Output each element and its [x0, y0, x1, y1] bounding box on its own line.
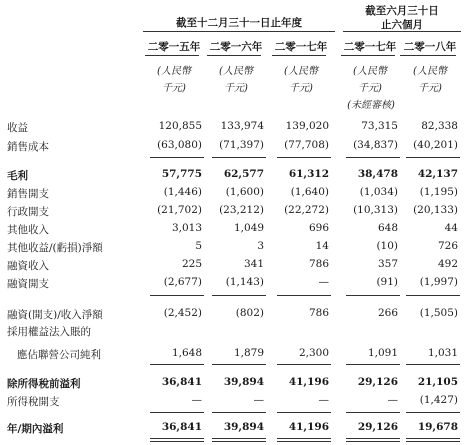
row-value: (10,313): [353, 204, 398, 216]
row-value: —: [318, 276, 329, 288]
row-value: 39,894: [223, 421, 264, 433]
unit-label-currency: (人民幣: [353, 66, 387, 77]
unit-label-currency: (人民幣: [219, 66, 253, 77]
year-header-rule: [272, 55, 326, 56]
row-value: 1,091: [367, 347, 398, 359]
row-value: 36,841: [161, 376, 202, 388]
row-value: —: [253, 394, 264, 406]
year-header-rule: [341, 55, 395, 56]
group-header-annual: 截至十二月三十一日止年度: [176, 17, 302, 29]
row-label: 融資開支: [7, 278, 49, 290]
year-header: 二零一八年: [403, 41, 457, 53]
row-label: 融資收入: [7, 260, 49, 272]
total-rule: [212, 364, 266, 365]
total-rule: [346, 364, 400, 365]
row-value: 225: [181, 258, 202, 270]
unit-label-currency: (人民幣: [284, 66, 318, 77]
row-value: 5: [195, 240, 202, 252]
row-value: (1,997): [419, 276, 458, 288]
row-value: 42,137: [417, 168, 458, 180]
total-rule: [150, 438, 204, 439]
row-value: 726: [437, 240, 458, 252]
row-value: (2,677): [163, 276, 202, 288]
row-value: (40,201): [413, 139, 458, 151]
row-value: (21,702): [157, 204, 202, 216]
row-value: 62,577: [223, 168, 264, 180]
total-rule: [406, 441, 460, 442]
row-value: 1,031: [427, 347, 458, 359]
unit-label-thousands: 千元): [289, 83, 313, 94]
total-rule: [277, 441, 331, 442]
row-label: 應佔聯營公司純利: [17, 349, 101, 361]
row-value: (1,640): [290, 186, 329, 198]
total-rule: [212, 295, 266, 296]
row-value: (22,272): [284, 204, 329, 216]
year-header: 二零一七年: [274, 41, 328, 53]
unit-label-currency: (人民幣: [413, 66, 447, 77]
row-value: 696: [308, 222, 329, 234]
total-rule: [406, 295, 460, 296]
row-value: (77,708): [284, 139, 329, 151]
row-value: —: [387, 394, 398, 406]
row-value: —: [191, 394, 202, 406]
row-value: 3: [257, 240, 264, 252]
unit-label-currency: (人民幣: [157, 66, 191, 77]
row-value: 1,879: [233, 347, 264, 359]
total-rule: [277, 364, 331, 365]
row-value: —: [318, 394, 329, 406]
row-value: 1,049: [233, 222, 264, 234]
row-value: 57,775: [161, 168, 202, 180]
group-header-interim-rule: [343, 31, 461, 32]
row-value: 2,300: [298, 347, 329, 359]
row-value: (91): [376, 276, 398, 288]
year-header: 二零一五年: [147, 41, 201, 53]
unit-label-thousands: 千元): [162, 83, 186, 94]
unit-label-thousands: 千元): [418, 83, 442, 94]
row-value: 341: [243, 258, 264, 270]
row-value: 44: [444, 222, 458, 234]
row-label: 融資(開支)/收入淨額: [7, 309, 103, 321]
row-value: 120,855: [158, 120, 202, 132]
row-label: 採用權益法入賬的: [7, 326, 91, 338]
row-value: (20,133): [413, 204, 458, 216]
row-value: (1,600): [225, 186, 264, 198]
row-value: 38,478: [357, 168, 398, 180]
row-value: (1,446): [163, 186, 202, 198]
total-rule: [150, 441, 204, 442]
row-value: (23,212): [219, 204, 264, 216]
total-rule: [406, 364, 460, 365]
row-value: 133,974: [220, 120, 264, 132]
total-rule: [212, 438, 266, 439]
row-value: 41,196: [288, 421, 329, 433]
row-value: 19,678: [417, 421, 458, 433]
row-value: 786: [308, 258, 329, 270]
row-value: (1,505): [419, 307, 458, 319]
row-label: 銷售開支: [7, 188, 49, 200]
row-value: 21,105: [417, 376, 458, 388]
group-header-annual-rule: [143, 31, 335, 32]
total-rule: [150, 412, 204, 413]
year-header: 二零一六年: [209, 41, 263, 53]
row-value: 41,196: [288, 376, 329, 388]
total-rule: [346, 157, 400, 158]
unaudited-note: (未經審核): [347, 100, 395, 111]
row-value: 73,315: [361, 120, 398, 132]
total-rule: [277, 157, 331, 158]
row-value: (34,837): [353, 139, 398, 151]
row-value: 82,338: [421, 120, 458, 132]
row-value: 786: [308, 307, 329, 319]
unit-label-thousands: 千元): [358, 83, 382, 94]
row-value: (2,452): [163, 307, 202, 319]
total-rule: [406, 157, 460, 158]
row-value: (71,397): [219, 139, 264, 151]
unit-label-thousands: 千元): [224, 83, 248, 94]
total-rule: [150, 364, 204, 365]
row-value: 29,126: [357, 421, 398, 433]
row-label: 其他收益/(虧損)淨額: [7, 242, 103, 254]
total-rule: [346, 438, 400, 439]
total-rule: [212, 157, 266, 158]
row-value: (1,034): [359, 186, 398, 198]
year-header-rule: [145, 55, 199, 56]
total-rule: [277, 295, 331, 296]
total-rule: [150, 295, 204, 296]
total-rule: [406, 412, 460, 413]
row-value: 1,648: [171, 347, 202, 359]
row-label: 毛利: [7, 170, 28, 182]
row-value: (802): [235, 307, 264, 319]
total-rule: [406, 438, 460, 439]
row-value: (63,080): [157, 139, 202, 151]
row-value: 61,312: [288, 168, 329, 180]
row-value: (1,143): [225, 276, 264, 288]
row-value: 3,013: [171, 222, 202, 234]
row-label: 其他收入: [7, 224, 49, 236]
year-header: 二零一七年: [343, 41, 397, 53]
row-label: 收益: [7, 122, 28, 134]
row-value: 29,126: [357, 376, 398, 388]
total-rule: [277, 438, 331, 439]
row-value: 39,894: [223, 376, 264, 388]
year-header-rule: [400, 55, 456, 56]
year-header-rule: [207, 55, 261, 56]
row-value: 357: [377, 258, 398, 270]
total-rule: [150, 157, 204, 158]
row-value: 36,841: [161, 421, 202, 433]
total-rule: [277, 412, 331, 413]
total-rule: [346, 295, 400, 296]
row-label: 行政開支: [7, 206, 49, 218]
total-rule: [346, 441, 400, 442]
row-label: 年/期內溢利: [7, 423, 64, 435]
row-label: 銷售成本: [7, 141, 49, 153]
row-value: 14: [315, 240, 329, 252]
row-value: 648: [377, 222, 398, 234]
row-label: 除所得稅前溢利: [7, 378, 81, 390]
total-rule: [212, 412, 266, 413]
row-value: 266: [377, 307, 398, 319]
total-rule: [212, 441, 266, 442]
row-value: (1,195): [419, 186, 458, 198]
row-value: 492: [437, 258, 458, 270]
row-value: (1,427): [419, 394, 458, 406]
group-header-interim-line1: 截至六月三十日: [365, 5, 439, 17]
row-value: 139,020: [285, 120, 329, 132]
group-header-interim-line2: 止六個月: [381, 19, 423, 31]
total-rule: [346, 412, 400, 413]
row-label: 所得稅開支: [7, 396, 60, 408]
row-value: (10): [376, 240, 398, 252]
